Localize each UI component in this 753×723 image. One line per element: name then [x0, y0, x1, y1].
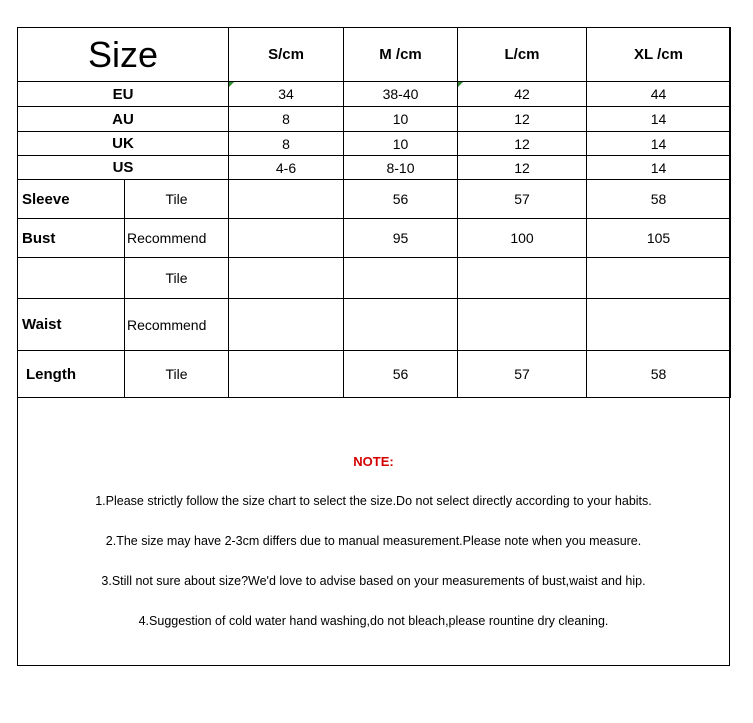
note-line-3: 3.Still not sure about size?We'd love to advise based on your measurements of bust,waist and hip. [101, 574, 646, 588]
table-cell [587, 299, 731, 351]
table-cell: 42 [458, 82, 587, 107]
table-cell [344, 299, 458, 351]
table-cell: 8 [229, 107, 344, 132]
column-header-l: L/cm [458, 28, 587, 82]
table-cell: 58 [587, 351, 731, 398]
region-label: AU [18, 107, 229, 132]
table-cell [229, 351, 344, 398]
measurement-method: Tile [125, 351, 229, 398]
measurement-label: Length [18, 351, 125, 398]
column-header-xl: XL /cm [587, 28, 731, 82]
table-cell: 4-6 [229, 156, 344, 180]
corner-tick-icon [229, 82, 234, 87]
table-cell [229, 258, 344, 299]
column-header-s: S/cm [229, 28, 344, 82]
table-cell: 8 [229, 132, 344, 156]
table-cell: 58 [587, 180, 731, 219]
region-label: EU [18, 82, 229, 107]
corner-tick-icon [458, 82, 463, 87]
region-label: US [18, 156, 229, 180]
table-cell [587, 258, 731, 299]
region-label: UK [18, 132, 229, 156]
table-cell: 34 [229, 82, 344, 107]
table-cell: 38-40 [344, 82, 458, 107]
table-cell: 100 [458, 219, 587, 258]
measurement-method: Tile [125, 258, 229, 299]
table-cell: 57 [458, 351, 587, 398]
note-title: NOTE: [353, 454, 394, 469]
measurement-row-sleeve [18, 180, 731, 219]
region-row-uk [18, 132, 731, 156]
measurement-label: Waist [18, 299, 125, 351]
table-cell: 10 [344, 107, 458, 132]
size-chart-table [17, 27, 731, 398]
table-cell: 10 [344, 132, 458, 156]
table-cell [229, 180, 344, 219]
table-cell [458, 258, 587, 299]
table-cell: 14 [587, 132, 731, 156]
table-cell: 14 [587, 156, 731, 180]
header-row [18, 28, 731, 82]
table-cell: 12 [458, 132, 587, 156]
region-row-us [18, 156, 731, 180]
table-cell: 57 [458, 180, 587, 219]
measurement-method: Recommend [125, 299, 229, 351]
measurement-row-bust [18, 219, 731, 258]
note-line-2: 2.The size may have 2-3cm differs due to manual measurement.Please note when you measure. [105, 534, 642, 548]
table-cell: 56 [344, 351, 458, 398]
note-line-4: 4.Suggestion of cold water hand washing,do not bleach,please rountine dry cleaning. [138, 614, 609, 628]
measurement-row-waist [18, 299, 731, 351]
measurement-method: Recommend [125, 219, 229, 258]
table-cell [229, 299, 344, 351]
size-title: Size [18, 28, 229, 82]
region-row-eu [18, 82, 731, 107]
measurement-label: Sleeve [18, 180, 125, 219]
note-line-1: 1.Please strictly follow the size chart to select the size.Do not select directly according to your habits. [95, 494, 652, 508]
table-cell [344, 258, 458, 299]
table-cell: 14 [587, 107, 731, 132]
region-row-au [18, 107, 731, 132]
table-cell: 12 [458, 107, 587, 132]
table-cell: 56 [344, 180, 458, 219]
table-cell: 8-10 [344, 156, 458, 180]
measurement-row-tile [18, 258, 731, 299]
measurement-label [18, 258, 125, 299]
table-cell [458, 299, 587, 351]
measurement-row-length [18, 351, 731, 398]
table-cell: 105 [587, 219, 731, 258]
table-cell: 95 [344, 219, 458, 258]
table-cell [229, 219, 344, 258]
measurement-method: Tile [125, 180, 229, 219]
measurement-label: Bust [18, 219, 125, 258]
table-cell: 12 [458, 156, 587, 180]
column-header-m: M /cm [344, 28, 458, 82]
table-cell: 44 [587, 82, 731, 107]
